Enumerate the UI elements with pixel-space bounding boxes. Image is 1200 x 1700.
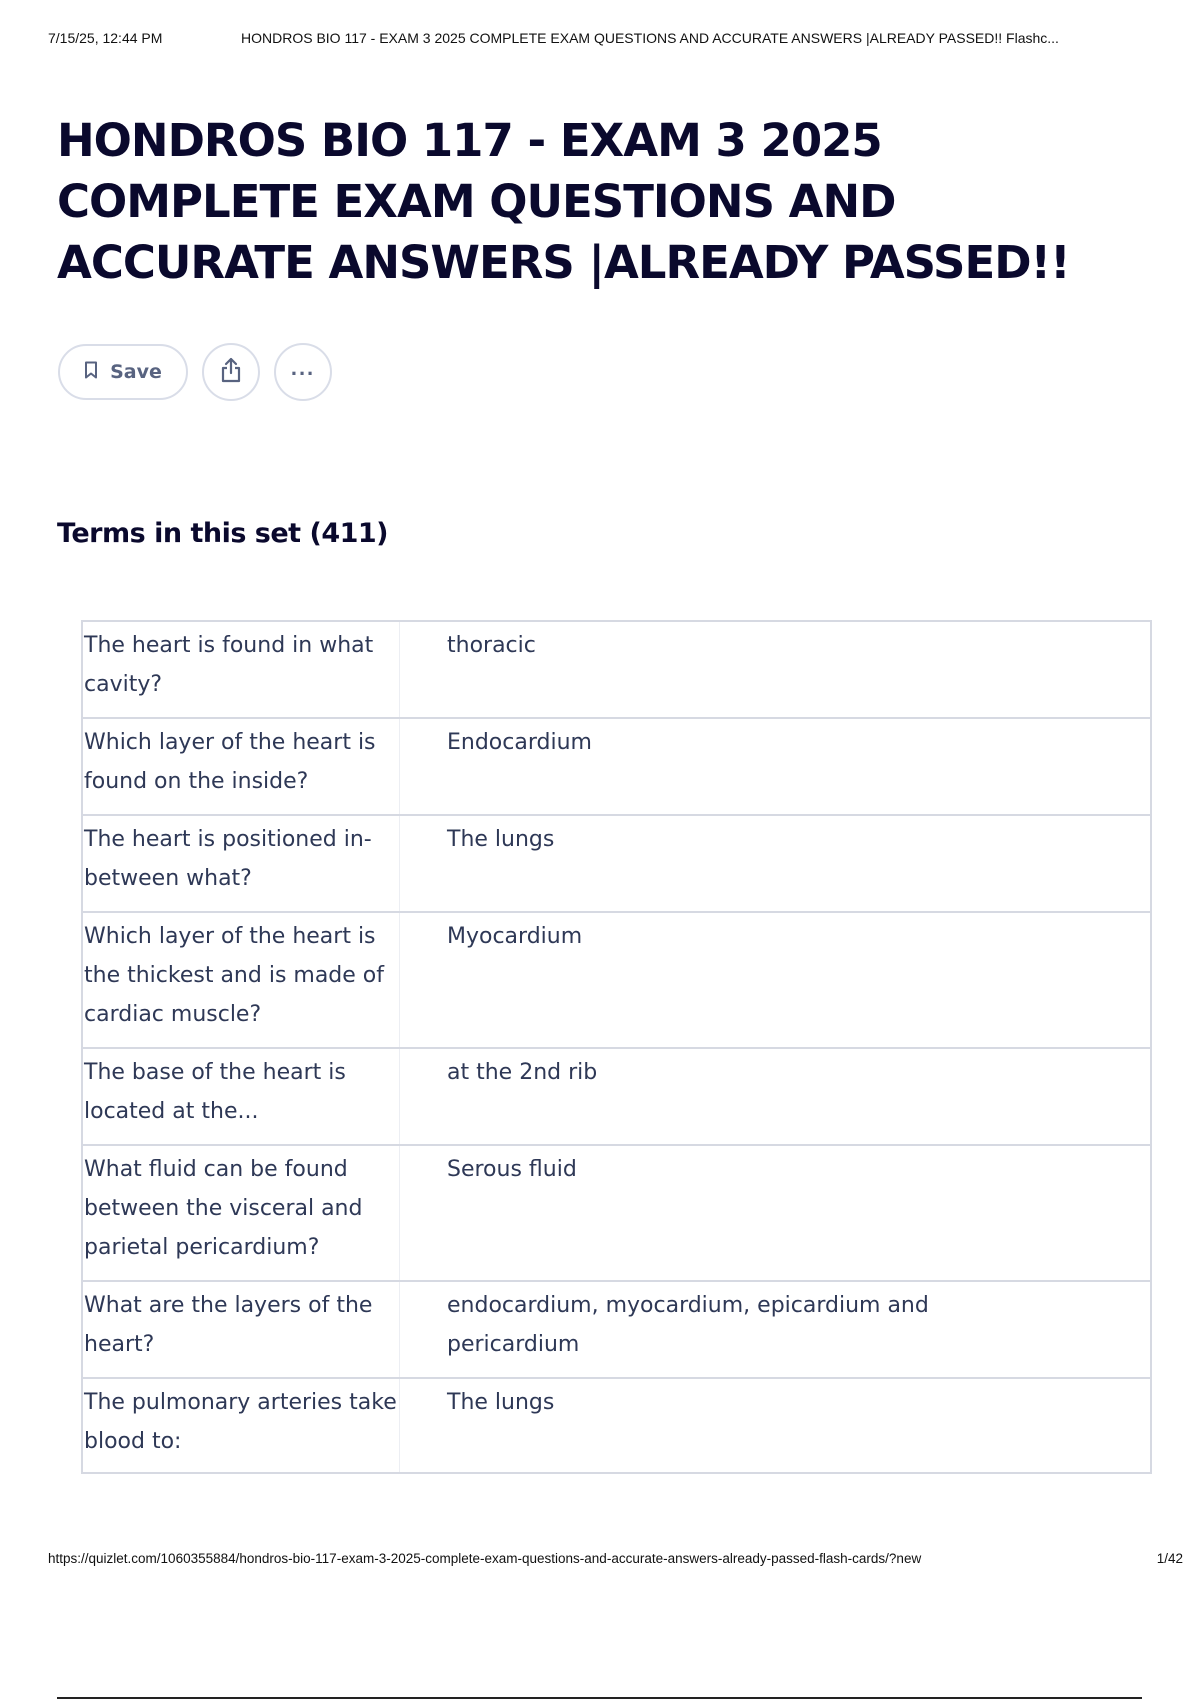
term-answer-cell bbox=[400, 816, 1150, 911]
term-row bbox=[81, 1047, 1152, 1144]
print-page-title: HONDROS BIO 117 - EXAM 3 2025 COMPLETE EXAM QUESTIONS AND ACCURATE ANSWERS |ALREADY PASSED!! Flashc... bbox=[241, 30, 1059, 46]
print-datetime: 7/15/25, 12:44 PM bbox=[48, 30, 163, 46]
term-question: Which layer of the heart is the thickest and is made of cardiac muscle? bbox=[83, 913, 400, 1047]
term-answer: Endocardium bbox=[447, 730, 592, 755]
term-answer: Myocardium bbox=[447, 924, 583, 949]
print-footer bbox=[48, 1551, 1183, 1566]
term-question: What are the layers of the heart? bbox=[83, 1282, 400, 1377]
term-question: What fluid can be found between the visceral and parietal pericardium? bbox=[83, 1146, 400, 1280]
print-header bbox=[48, 30, 1178, 46]
term-question: The heart is found in what cavity? bbox=[83, 622, 400, 717]
term-row bbox=[81, 1377, 1152, 1474]
term-answer: endocardium, myocardium, epicardium and pericardium bbox=[447, 1293, 929, 1357]
more-options-icon: ... bbox=[290, 355, 316, 380]
term-answer: at the 2nd rib bbox=[447, 1060, 598, 1085]
term-answer: The lungs bbox=[447, 827, 555, 852]
term-row bbox=[81, 814, 1152, 911]
term-answer: Serous fluid bbox=[447, 1157, 577, 1182]
term-answer-cell bbox=[400, 719, 1150, 814]
term-answer-cell bbox=[400, 1282, 1150, 1377]
term-question: The pulmonary arteries take blood to: bbox=[83, 1379, 400, 1472]
term-answer-cell bbox=[400, 622, 1150, 717]
term-row bbox=[81, 1280, 1152, 1377]
term-answer-cell bbox=[400, 1049, 1150, 1144]
save-label: Save bbox=[110, 361, 162, 383]
term-answer: thoracic bbox=[447, 633, 536, 658]
term-answer-cell bbox=[400, 1379, 1150, 1472]
page-divider bbox=[57, 1697, 1142, 1699]
share-button[interactable] bbox=[202, 343, 260, 401]
term-row bbox=[81, 911, 1152, 1047]
save-button[interactable] bbox=[58, 344, 188, 400]
term-row bbox=[81, 717, 1152, 814]
term-answer-cell bbox=[400, 913, 1150, 1047]
terms-heading: Terms in this set (411) bbox=[57, 518, 389, 549]
share-icon bbox=[219, 357, 243, 388]
term-question: The heart is positioned in-between what? bbox=[83, 816, 400, 911]
set-action-bar bbox=[58, 343, 332, 401]
term-row bbox=[81, 1144, 1152, 1280]
terms-table bbox=[81, 620, 1152, 1474]
term-answer-cell bbox=[400, 1146, 1150, 1280]
print-page-number: 1/42 bbox=[1156, 1551, 1183, 1566]
set-title: HONDROS BIO 117 - EXAM 3 2025 COMPLETE EXAM QUESTIONS AND ACCURATE ANSWERS |ALREADY PASSED!! bbox=[57, 114, 1070, 289]
term-answer: The lungs bbox=[447, 1390, 555, 1415]
print-url: https://quizlet.com/1060355884/hondros-bio-117-exam-3-2025-complete-exam-questions-and-accurate-answers-already-passed-flash-cards/?new bbox=[48, 1551, 922, 1566]
bookmark-icon bbox=[84, 361, 98, 384]
term-question: Which layer of the heart is found on the inside? bbox=[83, 719, 400, 814]
term-row bbox=[81, 620, 1152, 717]
more-options-button[interactable] bbox=[274, 343, 332, 401]
term-question: The base of the heart is located at the... bbox=[83, 1049, 400, 1144]
